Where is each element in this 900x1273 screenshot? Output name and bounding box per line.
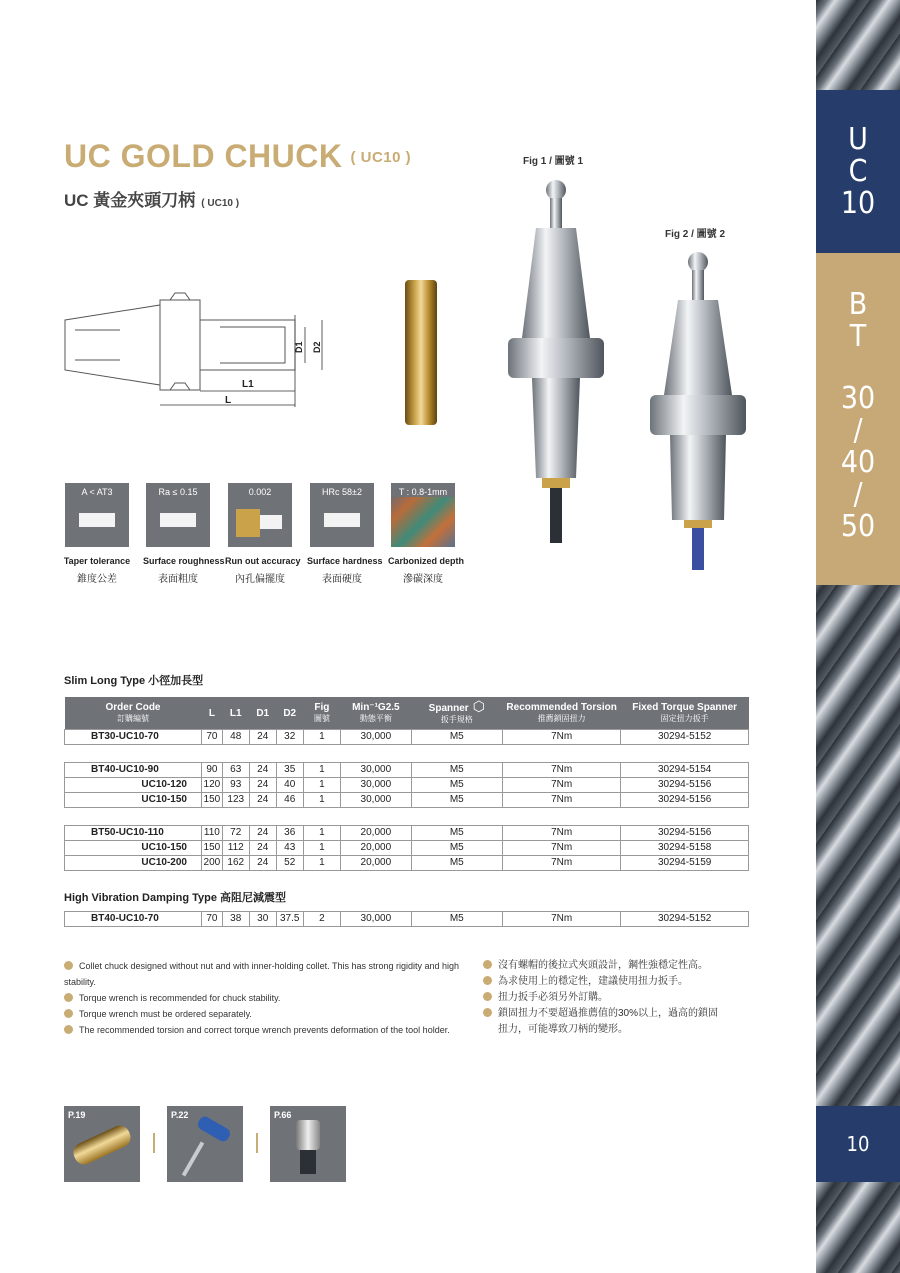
table-cell: 110 xyxy=(202,826,223,841)
note-en-item: Torque wrench is recommended for chuck stability. xyxy=(64,990,474,1006)
bullet-icon xyxy=(483,976,492,985)
feature-surface-roughness-icon xyxy=(146,483,210,547)
table-cell: 112 xyxy=(222,841,249,856)
table-cell: 46 xyxy=(276,793,303,808)
table-cell: 48 xyxy=(222,730,249,745)
sidebar-bt-7: 50 xyxy=(840,509,876,544)
table-cell: M5 xyxy=(411,778,502,793)
cell-order-code: UC10-120 xyxy=(65,778,202,793)
table-cell: 1 xyxy=(303,730,340,745)
table-cell: 40 xyxy=(276,778,303,793)
feature-zh: 表面硬度 xyxy=(322,574,362,585)
feature-en: Taper tolerance xyxy=(63,556,131,566)
header-spanner: Spanner ⬡ 扳手規格 xyxy=(411,697,502,730)
fig2-tool-holder-image xyxy=(640,250,755,570)
technical-drawing xyxy=(60,285,340,410)
feature-zh: 內孔偏擺度 xyxy=(235,574,285,585)
table-cell: 162 xyxy=(222,856,249,871)
sidebar-bt-1: B xyxy=(848,287,868,322)
feature-en: Run out accuracy xyxy=(225,556,301,566)
table-cell: 150 xyxy=(202,841,223,856)
fig2-label: Fig 2 / 圖號 2 xyxy=(665,229,726,240)
feature-zh: 滲碳深度 xyxy=(403,574,443,585)
table-cell: M5 xyxy=(411,912,502,927)
gold-collet-image xyxy=(405,280,437,425)
sidebar-uc-2: C xyxy=(848,153,868,189)
table-cell: 30294-5156 xyxy=(621,826,749,841)
cell-order-code: UC10-150 xyxy=(65,793,202,808)
table-cell: 1 xyxy=(303,793,340,808)
table-cell: M5 xyxy=(411,841,502,856)
accessory-separator xyxy=(153,1133,155,1153)
cell-order-code: UC10-150 xyxy=(65,841,202,856)
table-cell: 24 xyxy=(249,730,276,745)
hexagon-icon: ⬡ xyxy=(472,698,485,714)
feature-carbonized-depth xyxy=(388,483,464,585)
bullet-icon xyxy=(483,992,492,1001)
accessory-page-ref: P.19 xyxy=(68,1110,86,1120)
accessory-pull-stud[interactable] xyxy=(270,1106,346,1182)
feature-taper-tolerance xyxy=(62,483,132,585)
sidebar-bt-5: 40 xyxy=(840,445,876,480)
table-cell: 7Nm xyxy=(502,778,620,793)
feature-zh: 表面粗度 xyxy=(158,574,198,585)
table-cell: 63 xyxy=(222,763,249,778)
accessory-separator xyxy=(256,1133,258,1153)
page-title xyxy=(64,138,411,175)
table-cell: 30294-5154 xyxy=(621,763,749,778)
note-zh-item-cont: 扭力，可能導致刀柄的變形。 xyxy=(498,1024,628,1035)
note-zh-item: 鎖固扭力不要超過推薦值的30%以上，過高的鎖固 xyxy=(483,1006,783,1022)
table-cell: 20,000 xyxy=(341,856,412,871)
page-subtitle-text: UC 黃金夾頭刀柄 xyxy=(64,191,196,210)
note-en-item: Torque wrench must be ordered separately. xyxy=(64,1006,474,1022)
section-damping-title: High Vibration Damping Type 高阻尼減震型 xyxy=(64,892,287,904)
table-row xyxy=(65,763,749,778)
table-row xyxy=(65,793,749,808)
accessory-collet[interactable] xyxy=(64,1106,140,1182)
header-fig: Fig 圖號 xyxy=(303,697,340,730)
feature-en: Surface roughness xyxy=(143,556,225,566)
feature-spec: HRc 58±2 xyxy=(322,487,362,497)
note-zh-item: 為求使用上的穩定性，建議使用扭力扳手。 xyxy=(483,974,783,990)
page-subtitle xyxy=(64,186,239,211)
cell-order-code: BT40-UC10-90 xyxy=(65,763,202,778)
header-l1: L1 xyxy=(222,697,249,730)
bullet-icon xyxy=(64,1009,73,1018)
table-cell: 1 xyxy=(303,841,340,856)
table-cell: 52 xyxy=(276,856,303,871)
fig1-label: Fig 1 / 圖號 1 xyxy=(523,156,584,167)
page-title-code: ( UC10 ) xyxy=(350,149,412,166)
table-cell: 7Nm xyxy=(502,856,620,871)
page-number xyxy=(816,1106,900,1182)
header-d1: D1 xyxy=(249,697,276,730)
table-cell: 24 xyxy=(249,763,276,778)
cell-order-code: UC10-200 xyxy=(65,856,202,871)
sidebar-band xyxy=(816,0,900,1273)
table-cell: 30294-5158 xyxy=(621,841,749,856)
table-cell: 24 xyxy=(249,841,276,856)
cell-order-code: BT30-UC10-70 xyxy=(65,730,202,745)
table-cell: M5 xyxy=(411,793,502,808)
feature-spec: T : 0.8-1mm xyxy=(391,483,455,497)
table-cell: 37.5 xyxy=(276,912,303,927)
label-d1: D1 xyxy=(294,341,304,353)
table-cell: 30294-5156 xyxy=(621,793,749,808)
table-cell: 20,000 xyxy=(341,841,412,856)
table-header-row xyxy=(65,697,749,730)
table-cell: 30294-5156 xyxy=(621,778,749,793)
table-cell: 120 xyxy=(202,778,223,793)
table-cell: 2 xyxy=(303,912,340,927)
feature-run-out-accuracy xyxy=(225,483,301,585)
table-cell: 7Nm xyxy=(502,763,620,778)
table-cell: 7Nm xyxy=(502,793,620,808)
table-spacer-row xyxy=(65,745,749,763)
bullet-icon xyxy=(483,960,492,969)
label-l1: L1 xyxy=(242,379,254,390)
accessory-page-ref: P.22 xyxy=(171,1110,189,1120)
header-l: L xyxy=(202,697,223,730)
feature-surface-roughness xyxy=(143,483,225,585)
feature-carbonized-depth-icon xyxy=(391,483,455,547)
table-cell: 7Nm xyxy=(502,730,620,745)
cell-order-code: BT40-UC10-70 xyxy=(65,912,202,927)
feature-spec: Ra ≤ 0.15 xyxy=(158,487,198,497)
section-slim-long-title: Slim Long Type 小徑加長型 xyxy=(64,675,204,687)
page-title-text: UC GOLD CHUCK xyxy=(64,138,343,174)
feature-en: Carbonized depth xyxy=(388,556,464,566)
feature-surface-hardness xyxy=(307,483,383,585)
table-cell: 30 xyxy=(249,912,276,927)
note-en-item: Collet chuck designed without nut and with inner-holding collet. This has strong rigidity and high stability. xyxy=(64,961,460,987)
table-cell: M5 xyxy=(411,826,502,841)
sidebar-uc-3: 10 xyxy=(840,185,876,221)
table-cell: 30,000 xyxy=(341,912,412,927)
specification-table xyxy=(64,697,749,871)
sidebar-uc-block xyxy=(816,90,900,253)
sidebar-bt-2: T xyxy=(849,319,867,354)
table-row xyxy=(65,912,749,927)
table-cell: 70 xyxy=(202,912,223,927)
table-cell: 24 xyxy=(249,778,276,793)
table-cell: M5 xyxy=(411,856,502,871)
table-cell: 72 xyxy=(222,826,249,841)
table-cell: 7Nm xyxy=(502,912,620,927)
table-cell: 43 xyxy=(276,841,303,856)
table-cell: 90 xyxy=(202,763,223,778)
label-d2: D2 xyxy=(312,341,322,353)
feature-spec: 0.002 xyxy=(248,487,272,497)
notes-english xyxy=(64,958,474,1038)
table-cell: 30294-5152 xyxy=(621,912,749,927)
sidebar-bt-block xyxy=(816,253,900,585)
table-cell: 30294-5152 xyxy=(621,730,749,745)
note-zh-item: 扭力扳手必須另外訂購。 xyxy=(483,990,783,1006)
table-cell: 1 xyxy=(303,778,340,793)
table-cell: 1 xyxy=(303,763,340,778)
table-cell: 38 xyxy=(222,912,249,927)
table-row xyxy=(65,778,749,793)
sidebar-bt-6: / xyxy=(853,477,863,512)
label-l: L xyxy=(225,395,232,406)
table-cell: 1 xyxy=(303,856,340,871)
cell-order-code: BT50-UC10-110 xyxy=(65,826,202,841)
table-cell: 20,000 xyxy=(341,826,412,841)
sidebar-bt-3: 30 xyxy=(840,381,876,416)
table-cell: 30,000 xyxy=(341,730,412,745)
table-row xyxy=(65,856,749,871)
table-row xyxy=(65,826,749,841)
feature-zh: 錐度公差 xyxy=(77,574,117,585)
table-cell: 24 xyxy=(249,856,276,871)
notes-chinese xyxy=(483,958,783,1038)
table-cell: 30,000 xyxy=(341,763,412,778)
bullet-icon xyxy=(64,961,73,970)
table-cell: 30294-5159 xyxy=(621,856,749,871)
table-cell: 7Nm xyxy=(502,826,620,841)
header-order-code: Order Code 訂購編號 xyxy=(65,697,202,730)
header-torque-spanner: Fixed Torque Spanner 固定扭力扳手 xyxy=(621,697,749,730)
table-cell: 36 xyxy=(276,826,303,841)
table-cell: 30,000 xyxy=(341,778,412,793)
accessory-page-ref: P.66 xyxy=(274,1110,292,1120)
table-cell: 1 xyxy=(303,826,340,841)
table-row xyxy=(65,841,749,856)
table-cell: 32 xyxy=(276,730,303,745)
feature-run-out-accuracy-icon xyxy=(228,483,292,547)
table-cell: 70 xyxy=(202,730,223,745)
bullet-icon xyxy=(64,993,73,1002)
sidebar-bt-4: / xyxy=(853,413,863,448)
table-cell: 24 xyxy=(249,793,276,808)
page-subtitle-code: ( UC10 ) xyxy=(201,198,240,209)
table-cell: 200 xyxy=(202,856,223,871)
header-balance: Min⁻¹G2.5 動態平衡 xyxy=(341,697,412,730)
table-cell: 30,000 xyxy=(341,793,412,808)
fig1-tool-holder-image xyxy=(498,178,613,543)
table-cell: 150 xyxy=(202,793,223,808)
table-cell: 24 xyxy=(249,826,276,841)
feature-taper-tolerance-icon xyxy=(65,483,129,547)
table-row xyxy=(65,730,749,745)
header-torsion: Recommended Torsion 推薦鎖固扭力 xyxy=(502,697,620,730)
page-number-text: 10 xyxy=(846,1132,870,1156)
table-cell: 123 xyxy=(222,793,249,808)
feature-spec: A < AT3 xyxy=(81,487,113,497)
sidebar-uc-1: U xyxy=(848,121,868,157)
table-cell: M5 xyxy=(411,763,502,778)
bullet-icon xyxy=(64,1025,73,1034)
damping-table xyxy=(64,911,749,927)
table-cell: 7Nm xyxy=(502,841,620,856)
table-cell: 35 xyxy=(276,763,303,778)
note-en-item: The recommended torsion and correct torque wrench prevents deformation of the tool holder. xyxy=(64,1022,474,1038)
table-cell: 93 xyxy=(222,778,249,793)
table-spacer-row xyxy=(65,808,749,826)
header-d2: D2 xyxy=(276,697,303,730)
table-cell: M5 xyxy=(411,730,502,745)
feature-surface-hardness-icon xyxy=(310,483,374,547)
accessory-torque-wrench[interactable] xyxy=(167,1106,243,1182)
bullet-icon xyxy=(483,1008,492,1017)
feature-en: Surface hardness xyxy=(307,556,383,566)
note-zh-item: 沒有螺帽的後拉式夾頭設計，鋼性強穩定性高。 xyxy=(483,958,783,974)
